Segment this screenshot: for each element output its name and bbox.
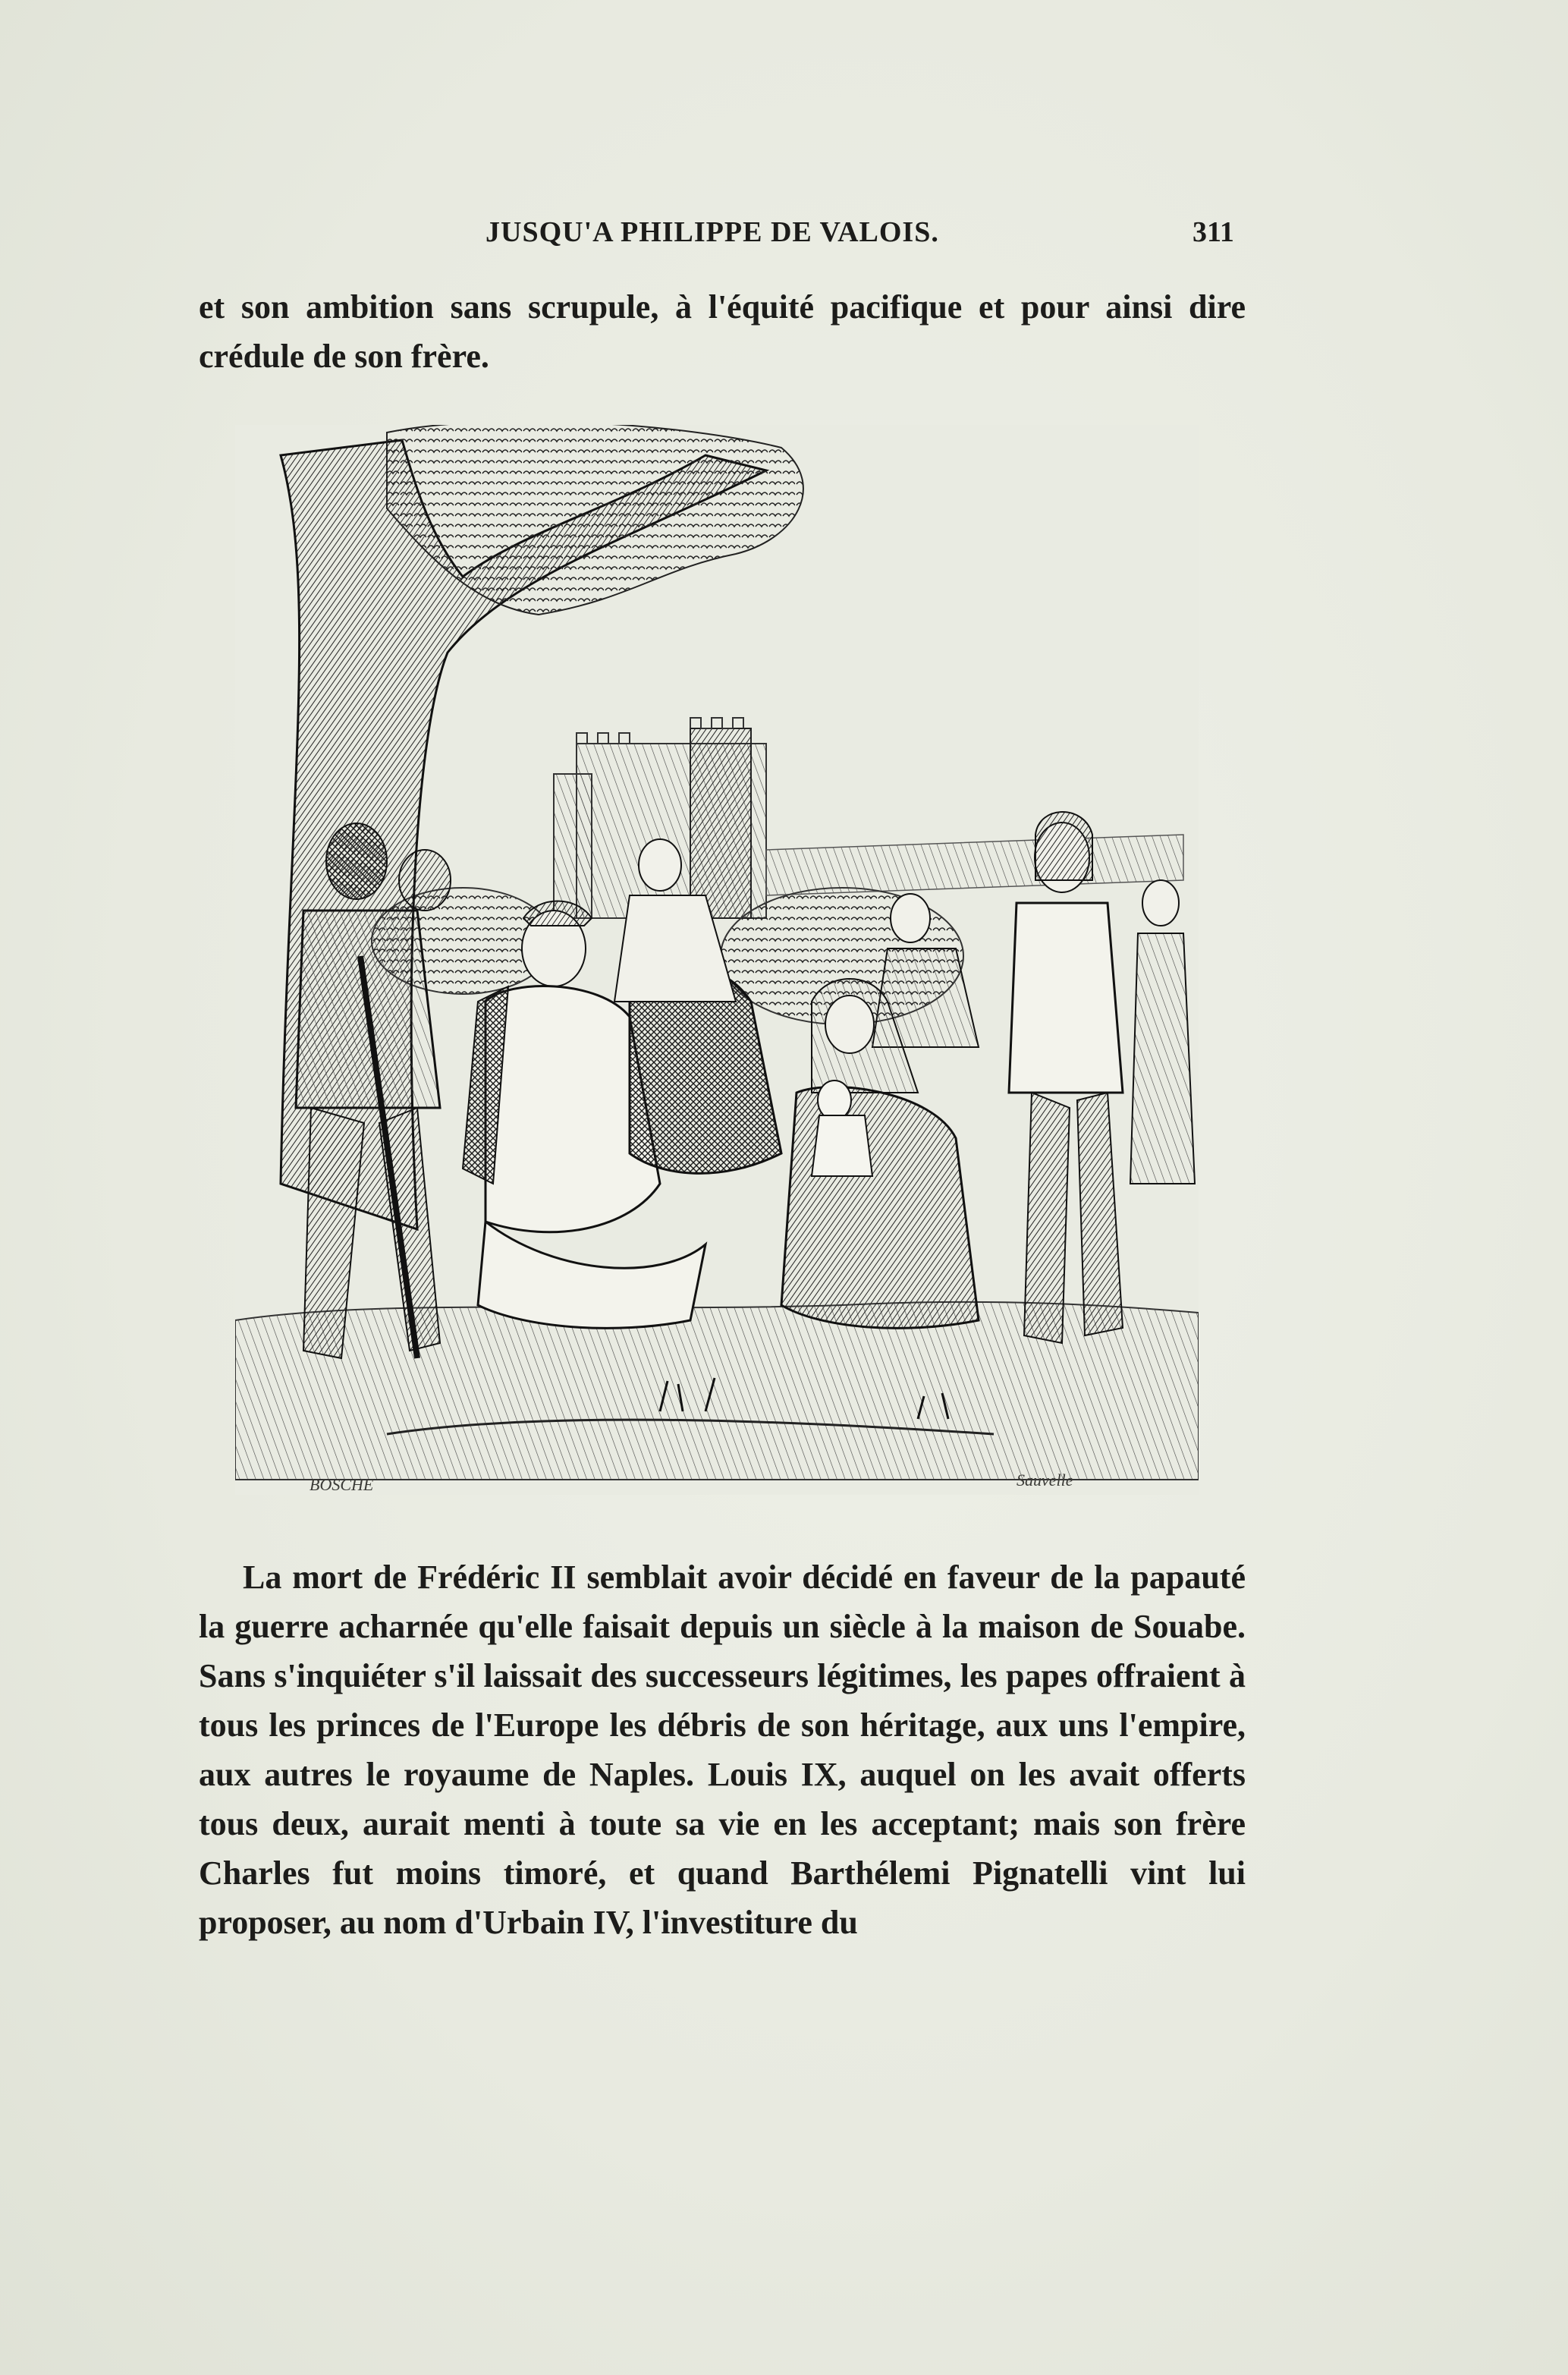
engraving-illustration (235, 425, 1199, 1495)
opening-paragraph-text: et son ambition sans scrupule, à l'équité pacifique et pour ainsi dire crédule de son frère. (199, 288, 1246, 375)
engraver-signature-right: Sauvelle (1017, 1471, 1073, 1489)
running-title: JUSQU'A PHILIPPE DE VALOIS. (485, 216, 939, 248)
engraver-signature-left: BOSCHE (310, 1475, 374, 1494)
page-number: 311 (1192, 216, 1234, 248)
main-paragraph-text: La mort de Frédéric II semblait avoir décidé en faveur de la papauté la guerre acharnée qu'elle faisait depuis un siècle à la maison de Souabe. Sans s'inquiéter s'il laissait des successeurs légitimes, les papes offraient à tous les princes de l'Europe les débris de son héritage, aux uns l'empire, aux autres le royaume de Naples. Louis IX, auquel on les avait offerts tous deux, aurait menti à toute sa vie en les acceptant; mais son frère Charles fut moins timoré, et quand Barthélemi Pignatelli vint lui proposer, au nom d'Urbain IV, l'investiture du (199, 1559, 1246, 1941)
opening-paragraph (199, 282, 1246, 381)
main-paragraph (199, 1552, 1246, 1947)
